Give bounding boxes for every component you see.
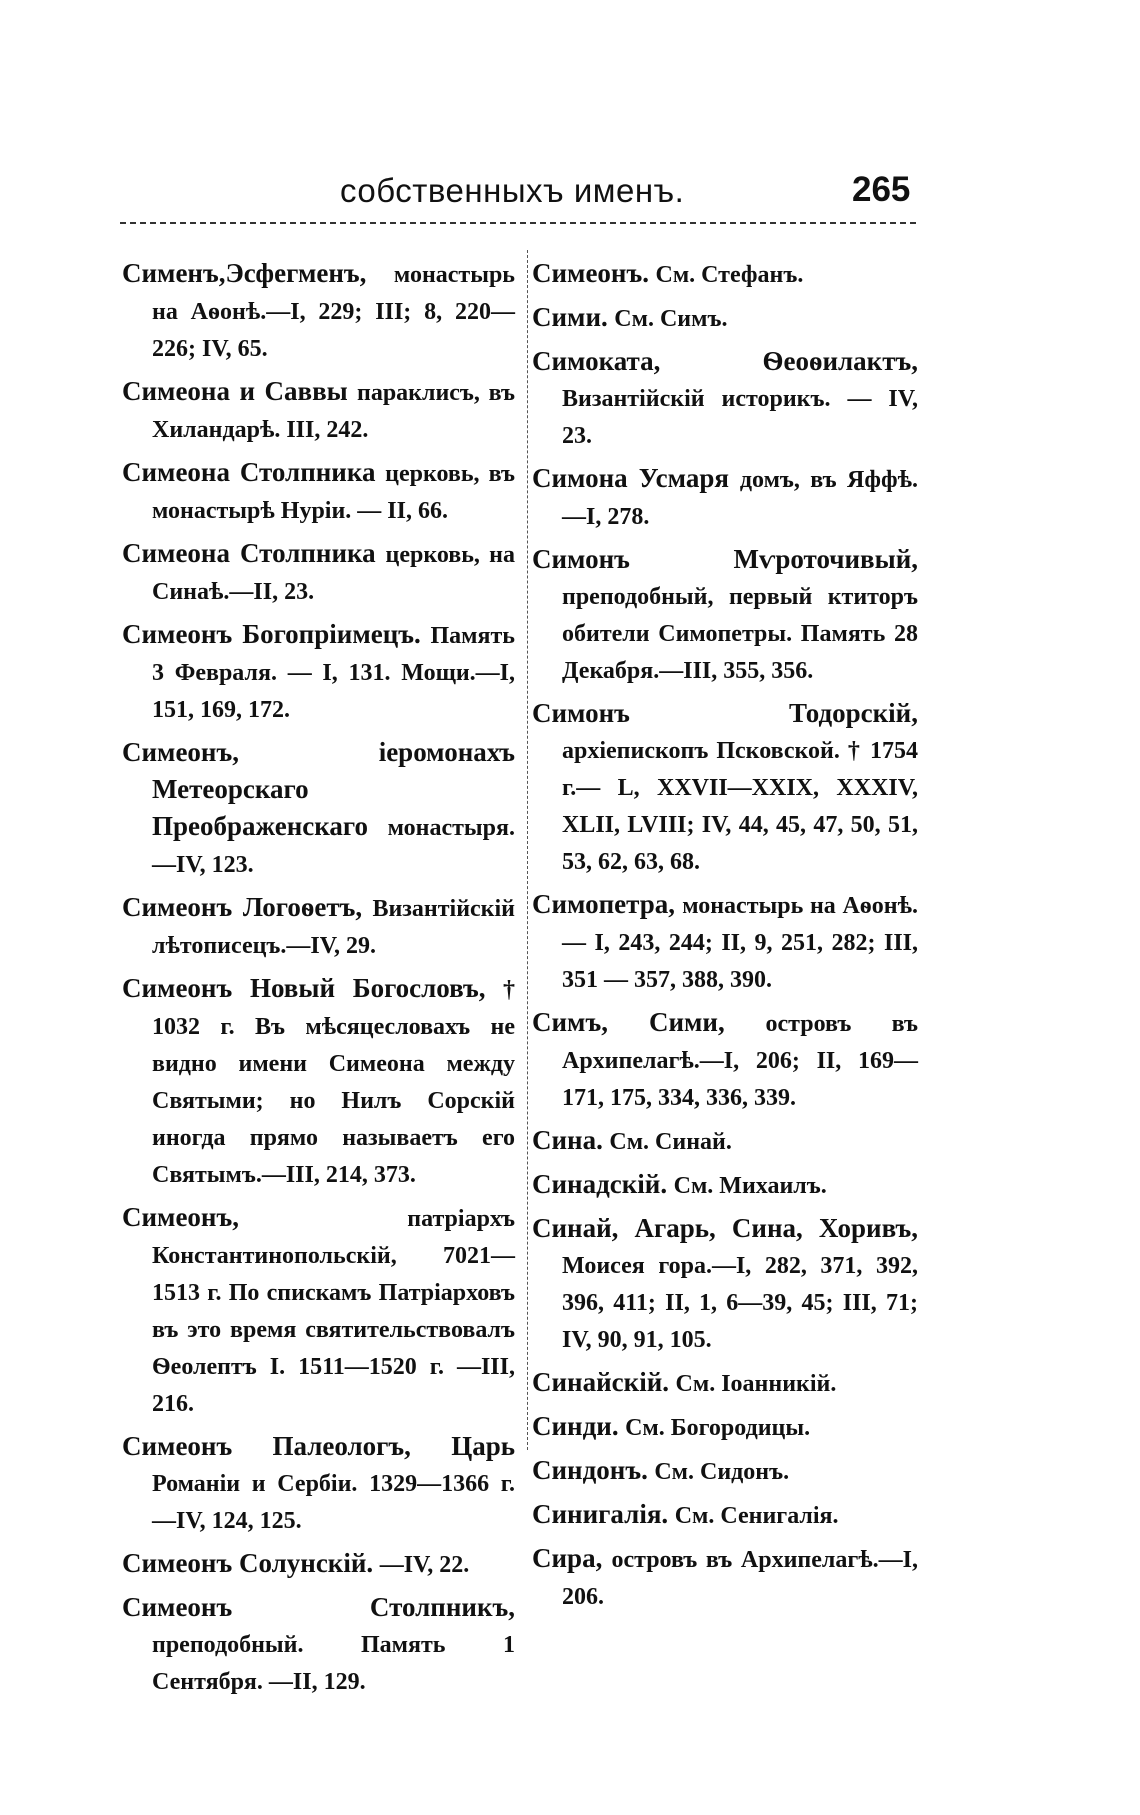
- entry-text: патріархъ Константинопольскій, 7021—1513 г. По спискамъ Патріарховъ въ это время святительствовалъ Ѳеолептъ I. 1511—1520 г. —III, 216.: [152, 1206, 515, 1417]
- index-entry: [532, 1122, 918, 1160]
- entry-text: См. Богородицы.: [625, 1415, 811, 1441]
- entry-headword: Сина.: [532, 1125, 603, 1155]
- index-entry: [532, 460, 918, 535]
- entry-text: архіепископъ Псковской. † 1754 г.— L, XXVII—XXIX, XXXIV, XLII, LVIII; IV, 44, 45, 47, 50, 51, 53, 62, 63, 68.: [562, 738, 918, 875]
- entry-headword: Сира,: [532, 1543, 603, 1573]
- entry-text: Моисея гора.—I, 282, 371, 392, 396, 411; II, 1, 6—39, 45; III, 71; IV, 90, 91, 105.: [562, 1253, 918, 1353]
- entry-text: Романіи и Сербіи. 1329—1366 г.—IV, 124, 125.: [152, 1471, 515, 1534]
- index-entry: [122, 373, 515, 448]
- running-title: собственныхъ именъ.: [340, 172, 685, 209]
- index-entry: [532, 1364, 918, 1402]
- index-entry: [122, 616, 515, 728]
- entry-headword: Симона Усмаря: [532, 463, 729, 493]
- entry-text: монастыря.—IV, 123.: [152, 815, 515, 878]
- entry-headword: Симеонъ Богопріимецъ.: [122, 619, 421, 649]
- index-entry: [532, 1408, 918, 1446]
- entry-headword: Синайскій.: [532, 1367, 670, 1397]
- entry-text: домъ, въ Яффѣ.—I, 278.: [562, 467, 918, 530]
- column-divider: [527, 250, 528, 1450]
- entry-headword: Симеонъ Логоѳетъ,: [122, 892, 363, 922]
- header-rule: [120, 222, 916, 224]
- entry-text: См. Синай.: [609, 1129, 732, 1155]
- entry-headword: Симоката, Ѳеоѳилактъ,: [532, 346, 918, 376]
- index-entry: [122, 1428, 515, 1539]
- entry-text: Память 3 Февраля. — I, 131. Мощи.—I, 151, 169, 172.: [152, 623, 515, 723]
- entry-text: Византійскій историкъ. — IV, 23.: [562, 386, 918, 449]
- entry-text: монастырь на Аѳонѣ.—I, 229; III; 8, 220—226; IV, 65.: [152, 262, 515, 362]
- entry-headword: Симеона Столпника: [122, 538, 376, 568]
- index-entry: [532, 343, 918, 454]
- index-entry: [122, 1199, 515, 1422]
- entry-headword: Сименъ,Эсфегменъ,: [122, 258, 367, 288]
- entry-headword: Симеонъ Новый Богословъ,: [122, 973, 486, 1003]
- index-entry: [122, 535, 515, 610]
- entry-text: монастырь на Аѳонѣ. — I, 243, 244; II, 9, 251, 282; III, 351 — 357, 388, 390.: [562, 893, 919, 993]
- entry-headword: Симопетра,: [532, 889, 675, 919]
- entry-text: преподобный. Память 1 Сентября. —II, 129.: [152, 1632, 515, 1695]
- index-entry: [122, 970, 515, 1193]
- entry-headword: Симеонъ Столпникъ,: [122, 1592, 515, 1622]
- left-column: [122, 255, 515, 1706]
- right-column: [532, 255, 918, 1621]
- index-entry: [532, 1210, 918, 1358]
- index-entry: [122, 1589, 515, 1700]
- index-entry: [122, 734, 515, 883]
- entry-text: См. Іоанникій.: [675, 1371, 837, 1397]
- entry-text: —IV, 22.: [379, 1552, 470, 1578]
- entry-text: Византійскій лѣтописецъ.—IV, 29.: [152, 896, 516, 959]
- entry-text: параклисъ, въ Хиландарѣ. III, 242.: [152, 380, 516, 443]
- entry-headword: Синигалія.: [532, 1499, 669, 1529]
- entry-headword: Синай, Агарь, Сина, Хоривъ,: [532, 1213, 918, 1243]
- index-entry: [532, 1166, 918, 1204]
- index-entry: [532, 1540, 918, 1615]
- entry-headword: Симеонъ Солунскій.: [122, 1548, 374, 1578]
- entry-headword: Синди.: [532, 1411, 619, 1441]
- entry-headword: Синадскій.: [532, 1169, 668, 1199]
- entry-headword: Симеона Столпника: [122, 457, 376, 487]
- entry-text: † 1032 г. Въ мѣсяцесловахъ не видно имени Симеона между Святыми; но Нилъ Сорскій иногда прямо называетъ его Святымъ.—III, 214, 373.: [152, 977, 516, 1188]
- entry-text: См. Михаилъ.: [673, 1173, 827, 1199]
- entry-headword: Симеонъ,: [122, 1202, 239, 1232]
- entry-text: преподобный, первый ктиторъ обители Симопетры. Память 28 Декабря.—III, 355, 356.: [562, 584, 918, 684]
- index-entry: [122, 454, 515, 529]
- entry-headword: Симеонъ, іеромонахъ Метеорскаго Преображенскаго: [122, 737, 515, 841]
- entry-headword: Симеонъ Палеологъ, Царь: [122, 1431, 515, 1461]
- entry-text: островъ въ Архипелагѣ.—I, 206.: [562, 1547, 918, 1610]
- index-entry: [532, 541, 918, 689]
- index-entry: [122, 889, 515, 964]
- entry-headword: Сими.: [532, 302, 608, 332]
- entry-headword: Симъ, Сими,: [532, 1007, 725, 1037]
- entry-text: См. Сенигалія.: [674, 1503, 839, 1529]
- entry-text: См. Стефанъ.: [655, 262, 804, 288]
- page-number: 265: [852, 170, 911, 209]
- entry-headword: Симонъ Тодорскій,: [532, 698, 918, 728]
- entry-text: церковь, на Синаѣ.—II, 23.: [152, 542, 515, 605]
- entry-text: островъ въ Архипелагѣ.—I, 206; II, 169—171, 175, 334, 336, 339.: [562, 1011, 918, 1111]
- entry-headword: Симонъ Мѵроточивый,: [532, 544, 918, 574]
- index-entry: [122, 1545, 515, 1583]
- index-entry: [532, 1004, 918, 1116]
- index-entry: [532, 1496, 918, 1534]
- entry-headword: Симеона и Саввы: [122, 376, 348, 406]
- entry-text: См. Сидонъ.: [654, 1459, 790, 1485]
- index-entry: [122, 255, 515, 367]
- entry-headword: Синдонъ.: [532, 1455, 648, 1485]
- index-entry: [532, 695, 918, 880]
- entry-headword: Симеонъ.: [532, 258, 649, 288]
- index-entry: [532, 886, 918, 998]
- index-entry: [532, 255, 918, 293]
- entry-text: церковь, въ монастырѣ Нуріи. — II, 66.: [152, 461, 516, 524]
- index-entry: [532, 299, 918, 337]
- entry-text: См. Симъ.: [614, 306, 728, 332]
- index-entry: [532, 1452, 918, 1490]
